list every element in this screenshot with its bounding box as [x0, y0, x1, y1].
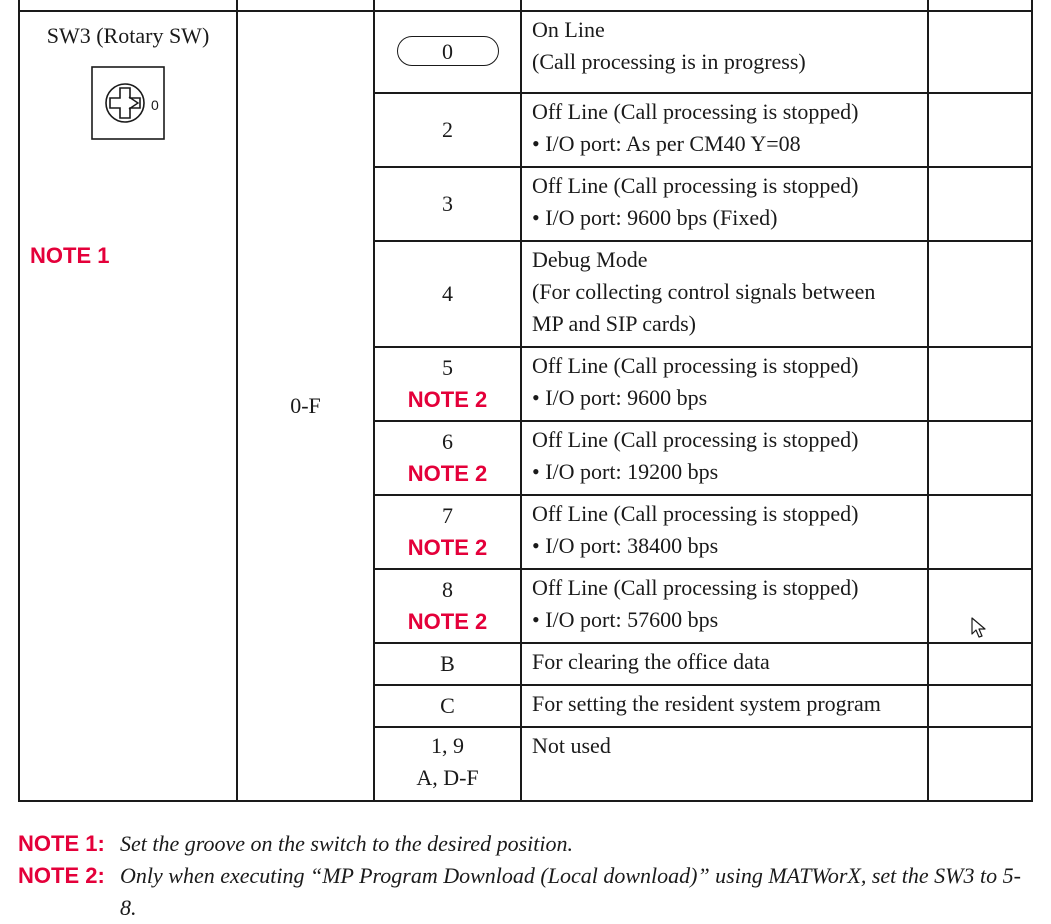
description-line: Off Line (Call processing is stopped) — [532, 353, 859, 378]
description-line: Not used — [532, 733, 611, 758]
footnote-2 — [18, 860, 1028, 924]
footnotes — [18, 828, 1028, 924]
setting-cell — [374, 685, 521, 727]
setting-cell — [374, 11, 521, 93]
description-cell — [521, 495, 928, 569]
description-line: For setting the resident system program — [532, 691, 881, 716]
setting-cell — [374, 569, 521, 643]
setting-value: C — [440, 693, 455, 718]
setting-value: 7 — [442, 503, 453, 528]
description-line: • I/O port: 9600 bps — [532, 385, 708, 410]
setting-cell — [374, 727, 521, 801]
footnote-text: Only when executing “MP Program Download (Local download)” using MATWorX, set the SW3 to 5-8. — [120, 863, 1021, 920]
setting-cell — [374, 167, 521, 241]
range-value: 0-F — [290, 393, 321, 418]
description-cell — [521, 93, 928, 167]
footnote-1 — [18, 828, 1028, 860]
description-line: Debug Mode — [532, 247, 648, 272]
note2-ref: NOTE 2 — [407, 609, 488, 634]
description-line: • I/O port: 19200 bps — [532, 459, 719, 484]
description-line: (Call processing is in progress) — [532, 49, 806, 74]
description-line: • I/O port: 57600 bps — [532, 607, 719, 632]
description-cell — [521, 569, 928, 643]
description-cell — [521, 347, 928, 421]
setting-cell — [374, 93, 521, 167]
rotary-position-label: 0 — [151, 97, 159, 113]
description-line: • I/O port: 9600 bps (Fixed) — [532, 205, 778, 230]
description-line: On Line — [532, 17, 605, 42]
description-line: Off Line (Call processing is stopped) — [532, 173, 859, 198]
description-cell — [521, 685, 928, 727]
setting-cell — [374, 347, 521, 421]
description-cell — [521, 421, 928, 495]
footnote-label: NOTE 2: — [18, 863, 105, 888]
rotary-switch-icon — [91, 66, 165, 140]
description-cell — [521, 727, 928, 801]
table-row — [19, 11, 1032, 93]
setting-value: 8 — [442, 577, 453, 602]
description-line: (For collecting control signals between — [532, 279, 876, 304]
setting-value: 1, 9 — [431, 733, 464, 758]
description-cell — [521, 11, 928, 93]
sw3-title: SW3 (Rotary SW) — [46, 23, 210, 48]
description-line: For clearing the office data — [532, 649, 770, 674]
setting-value: B — [440, 651, 455, 676]
table-header-fragment — [19, 0, 1032, 11]
setting-cell — [374, 421, 521, 495]
mouse-cursor-icon — [971, 617, 987, 639]
description-cell — [521, 241, 928, 347]
note2-ref: NOTE 2 — [407, 461, 488, 486]
description-line: • I/O port: As per CM40 Y=08 — [532, 131, 801, 156]
description-line: Off Line (Call processing is stopped) — [532, 99, 859, 124]
description-line: • I/O port: 38400 bps — [532, 533, 719, 558]
setting-value: 2 — [442, 117, 453, 142]
default-setting-pill: 0 — [397, 36, 499, 66]
description-line: Off Line (Call processing is stopped) — [532, 501, 859, 526]
description-line: Off Line (Call processing is stopped) — [532, 427, 859, 452]
setting-value: A, D-F — [416, 765, 479, 790]
footnote-label: NOTE 1: — [18, 831, 105, 856]
note1-ref: NOTE 1 — [30, 243, 110, 268]
setting-cell — [374, 241, 521, 347]
setting-value: 5 — [442, 355, 453, 380]
sw3-cell — [19, 11, 237, 801]
range-cell — [237, 11, 374, 801]
switch-settings-table — [18, 0, 1033, 802]
description-cell — [521, 167, 928, 241]
note2-ref: NOTE 2 — [407, 387, 488, 412]
footnote-text: Set the groove on the switch to the desired position. — [120, 831, 573, 856]
description-line: MP and SIP cards) — [532, 311, 696, 336]
setting-cell — [374, 643, 521, 685]
setting-value: 6 — [442, 429, 453, 454]
note2-ref: NOTE 2 — [407, 535, 488, 560]
setting-value: 4 — [442, 281, 453, 306]
setting-cell — [374, 495, 521, 569]
description-line: Off Line (Call processing is stopped) — [532, 575, 859, 600]
description-cell — [521, 643, 928, 685]
setting-value: 3 — [442, 191, 453, 216]
